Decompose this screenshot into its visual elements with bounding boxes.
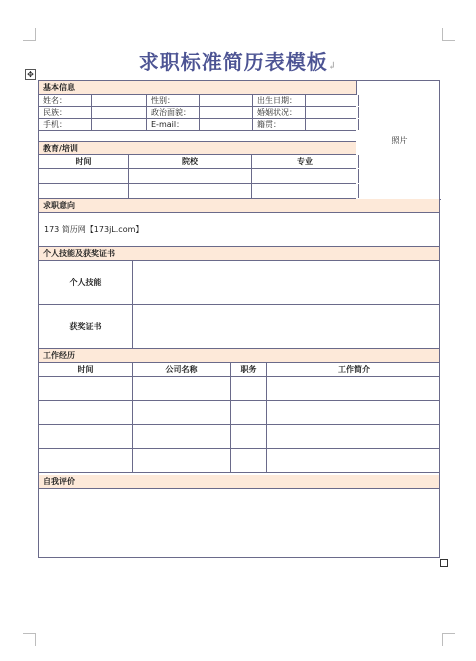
work-header-row — [39, 363, 439, 377]
skills-row — [39, 261, 439, 305]
label-gender: 性别： — [147, 95, 200, 106]
work-row — [39, 449, 439, 473]
value-name[interactable] — [92, 95, 147, 106]
basic-row — [39, 95, 356, 107]
resume-table — [38, 80, 440, 558]
value-political-status[interactable] — [200, 107, 253, 118]
value-phone[interactable] — [92, 119, 147, 130]
job-intent-text[interactable]: 173 简历网【173jL.com】 — [39, 213, 439, 247]
work-description[interactable] — [267, 449, 441, 472]
col-school: 院校 — [129, 155, 252, 168]
work-company[interactable] — [133, 425, 231, 448]
value-ethnicity[interactable] — [92, 107, 147, 118]
work-row — [39, 401, 439, 425]
work-description[interactable] — [267, 401, 441, 424]
label-marital-status: 婚姻状况： — [253, 107, 306, 118]
label-phone: 手机： — [39, 119, 92, 130]
section-header-education: 教育/培训 — [39, 141, 356, 155]
work-company[interactable] — [133, 449, 231, 472]
work-position[interactable] — [231, 449, 267, 472]
page-corner-mark — [23, 28, 36, 41]
section-header-job-intent: 求职意向 — [39, 199, 439, 213]
work-company[interactable] — [133, 401, 231, 424]
education-time[interactable] — [39, 184, 129, 198]
education-header-row — [39, 155, 356, 169]
work-description[interactable] — [267, 377, 441, 400]
label-email: E-mail： — [147, 119, 200, 130]
col-major: 专业 — [252, 155, 359, 168]
label-name: 姓名： — [39, 95, 92, 106]
section-header-self-evaluation: 自我评价 — [39, 475, 439, 489]
work-time[interactable] — [39, 449, 133, 472]
label-birthdate: 出生日期： — [253, 95, 306, 106]
table-resize-handle-icon[interactable] — [440, 559, 448, 567]
document-title: 求职标准简历表模板↲ — [138, 50, 338, 74]
label-awards: 获奖证书 — [39, 305, 133, 348]
col-time: 时间 — [39, 155, 129, 168]
value-marital-status[interactable] — [306, 107, 359, 118]
education-school[interactable] — [129, 169, 252, 183]
col-position: 职务 — [231, 363, 267, 376]
self-evaluation-text[interactable] — [39, 489, 439, 557]
work-time[interactable] — [39, 401, 133, 424]
value-native-place[interactable] — [306, 119, 359, 130]
label-native-place: 籍贯： — [253, 119, 306, 130]
work-row — [39, 425, 439, 449]
page-corner-mark — [23, 633, 36, 646]
value-birthdate[interactable] — [306, 95, 359, 106]
label-personal-skills: 个人技能 — [39, 261, 133, 304]
work-time[interactable] — [39, 425, 133, 448]
col-description: 工作简介 — [338, 365, 370, 374]
section-header-work: 工作经历 — [39, 349, 439, 363]
page-corner-mark — [442, 633, 455, 646]
label-ethnicity: 民族： — [39, 107, 92, 118]
work-row — [39, 377, 439, 401]
education-time[interactable] — [39, 169, 129, 183]
education-school[interactable] — [129, 184, 252, 198]
value-email[interactable] — [200, 119, 253, 130]
basic-row — [39, 107, 356, 119]
work-position[interactable] — [231, 401, 267, 424]
section-header-skills: 个人技能及获奖证书 — [39, 247, 439, 261]
table-move-handle-icon[interactable]: ✥ — [25, 69, 36, 80]
work-position[interactable] — [231, 425, 267, 448]
education-row — [39, 184, 356, 199]
value-gender[interactable] — [200, 95, 253, 106]
work-position[interactable] — [231, 377, 267, 400]
page-corner-mark — [442, 28, 455, 41]
col-work-time: 时间 — [39, 363, 133, 376]
work-description[interactable] — [267, 425, 441, 448]
basic-row — [39, 119, 356, 131]
education-row — [39, 169, 356, 184]
photo-cell[interactable]: 照片 — [358, 81, 441, 200]
work-time[interactable] — [39, 377, 133, 400]
label-political-status: 政治面貌： — [147, 107, 200, 118]
value-personal-skills[interactable] — [133, 261, 441, 304]
education-major[interactable] — [252, 169, 359, 183]
education-major[interactable] — [252, 184, 359, 198]
section-header-basic: 基本信息 — [39, 81, 357, 95]
value-awards[interactable] — [133, 305, 441, 348]
col-company: 公司名称 — [133, 363, 231, 376]
work-company[interactable] — [133, 377, 231, 400]
awards-row — [39, 305, 439, 349]
